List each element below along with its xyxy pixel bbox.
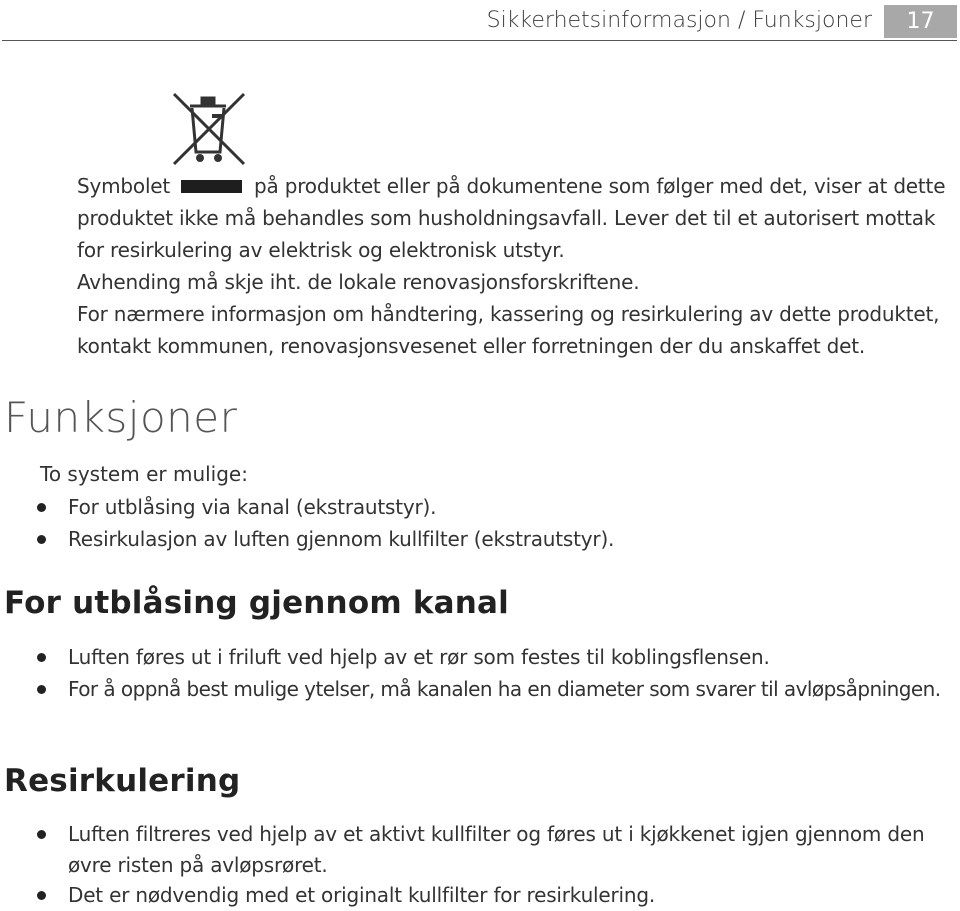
bullet-icon [37, 535, 46, 544]
crossed-out-wheelie-bin-icon [170, 90, 250, 170]
list-item: For å oppnå best mulige ytelser, må kanalen ha en diameter som svarer til avløpsåpningen. [68, 677, 941, 701]
bullet-icon [37, 891, 46, 900]
funksjoner-heading: Funksjoner [4, 393, 238, 442]
disposal-line-3: for resirkulering av elektrisk og elektronisk utstyr. [77, 238, 565, 262]
disposal-line-1 [77, 174, 170, 198]
list-item: Luften føres ut i friluft ved hjelp av et rør som festes til koblingsflensen. [68, 645, 770, 669]
header-divider [2, 40, 957, 41]
list-item: Resirkulasjon av luften gjennom kullfilter (ekstrautstyr). [68, 527, 615, 551]
disposal-line-6: kontakt kommunen, renovasjonsvesenet eller forretningen der du anskaffet det. [77, 334, 866, 358]
kanal-heading: For utblåsing gjennom kanal [4, 585, 509, 621]
disposal-text-before-icon: Symbolet [77, 174, 171, 198]
resirkulering-heading: Resirkulering [4, 763, 241, 799]
disposal-text-after-icon: på produktet eller på dokumentene som følger med det, viser at dette [254, 174, 946, 198]
bullet-icon [37, 653, 46, 662]
header-title: Sikkerhetsinformasjon / Funksjoner [486, 8, 872, 33]
bullet-icon [37, 503, 46, 512]
list-item: For utblåsing via kanal (ekstrautstyr). [68, 495, 437, 519]
bullet-icon [37, 830, 46, 839]
list-item: Luften filtreres ved hjelp av et aktivt kullfilter og føres ut i kjøkkenet igjen gjennom den [68, 822, 925, 846]
list-item-continuation: øvre risten på avløpsrøret. [68, 853, 328, 877]
disposal-line-5: For nærmere informasjon om håndtering, kassering og resirkulering av dette produktet, [77, 302, 940, 326]
list-item: Det er nødvendig med et originalt kullfilter for resirkulering. [68, 883, 656, 907]
weee-bar-icon [181, 180, 242, 193]
disposal-line-2: produktet ikke må behandles som husholdningsavfall. Lever det til et autorisert mottak [77, 206, 936, 230]
funksjoner-intro: To system er mulige: [40, 462, 248, 486]
page-number: 17 [884, 5, 957, 38]
bullet-icon [37, 685, 46, 694]
disposal-line-4: Avhending må skje iht. de lokale renovasjonsforskriftene. [77, 270, 640, 294]
